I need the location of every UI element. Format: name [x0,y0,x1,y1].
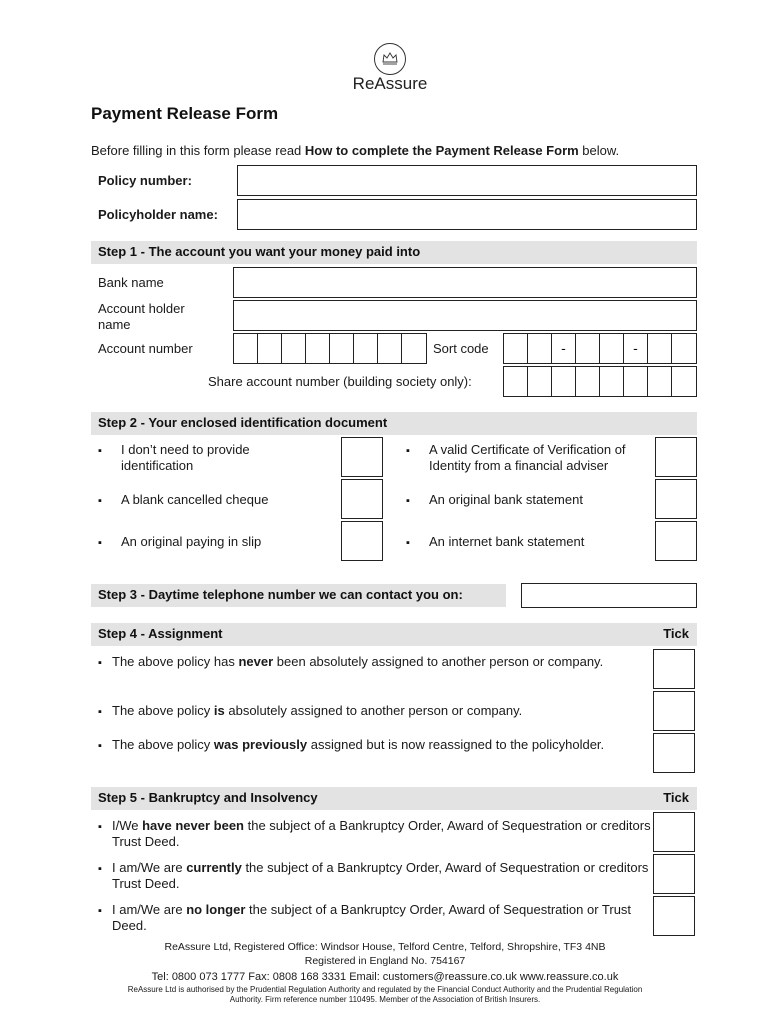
account-number-digit[interactable] [282,334,306,363]
intro-prefix: Before filling in this form please read [91,143,305,158]
bankruptcy-currently-checkbox[interactable] [653,854,695,894]
id-option-paying-in-slip-checkbox[interactable] [341,521,383,561]
sort-code-digit[interactable] [528,334,552,363]
sort-code-digit[interactable] [672,334,696,363]
step4-title: Step 4 - Assignment [98,626,223,641]
id-option-cheque: A blank cancelled cheque [121,492,269,507]
sort-code-input[interactable] [503,333,697,364]
share-account-digit[interactable] [648,367,672,396]
assignment-never-post: been absolutely assigned to another person or company. [273,654,604,669]
intro-text [91,143,619,159]
bankruptcy-no-longer-bold: no longer [186,902,246,917]
id-option-no-id-checkbox[interactable] [341,437,383,477]
policyholder-name-label: Policyholder name: [98,207,218,222]
assignment-never-bold: never [238,654,274,669]
assignment-is-checkbox[interactable] [653,691,695,731]
account-number-digit[interactable] [258,334,282,363]
sort-code-digit[interactable] [504,334,528,363]
policy-number-label: Policy number: [98,173,192,188]
id-option-certificate: A valid Certificate of Verification of Identity from a financial adviser [429,442,626,473]
bankruptcy-currently-post: the subject of a Bankruptcy Order, Award of Sequestration or creditors Trust Deed. [112,860,649,891]
step4-tick-label: Tick [663,626,689,641]
id-option-no-id: I don’t need to provide identification [121,442,250,473]
account-number-label: Account number [98,341,193,356]
bankruptcy-currently-bold: currently [186,860,242,875]
account-number-digit[interactable] [378,334,402,363]
share-account-digit[interactable] [600,367,624,396]
footer-registered-office: ReAssure Ltd, Registered Office: Windsor House, Telford Centre, Telford, Shropshire, TF3 4NB [164,941,606,953]
account-number-digit[interactable] [330,334,354,363]
sort-code-digit[interactable] [648,334,672,363]
bankruptcy-no-longer-post: the subject of a Bankruptcy Order, Award of Sequestration or Trust Deed. [112,902,632,933]
id-option-certificate-checkbox[interactable] [655,437,697,477]
bullet-icon: ▪ [98,706,102,718]
assignment-is-post: absolutely assigned to another person or company. [224,703,523,718]
footer-firm-reference: Authority. Firm reference number 110495. Member of the Association of British Insurers. [229,995,541,1004]
bullet-icon: ▪ [98,495,102,507]
assignment-is-pre: The above policy [112,703,214,718]
crown-crest-icon [373,42,407,76]
bankruptcy-never-checkbox[interactable] [653,812,695,852]
sort-code-label: Sort code [433,341,489,356]
step1-header [91,241,697,264]
share-account-digit[interactable] [576,367,600,396]
assignment-previously-bold: was previously [213,737,308,752]
assignment-previously [112,737,612,753]
id-option-paying-in-slip: An original paying in slip [121,534,262,549]
id-option-cheque-checkbox[interactable] [341,479,383,519]
page-title: Payment Release Form [91,104,279,123]
intro-bold: How to complete the Payment Release Form [304,143,579,158]
id-option-internet-statement: An internet bank statement [429,534,585,549]
account-number-digit[interactable] [402,334,426,363]
bankruptcy-never-pre: I/We [112,818,143,833]
footer-regulation: ReAssure Ltd is authorised by the Prudential Regulation Authority and regulated by the Financial Conduct Authority and the Prudential Regulation [127,985,643,994]
bullet-icon: ▪ [98,863,102,875]
step2-header [91,412,697,435]
share-account-digit[interactable] [672,367,696,396]
bankruptcy-no-longer [112,902,652,934]
footer-registration: Registered in England No. 754167 [304,955,466,967]
share-account-digit[interactable] [552,367,576,396]
bullet-icon: ▪ [98,740,102,752]
brand-name: ReAssure [352,74,428,93]
account-number-digit[interactable] [306,334,330,363]
bullet-icon: ▪ [98,657,102,669]
bankruptcy-never-post: the subject of a Bankruptcy Order, Award of Sequestration or creditors Trust Deed. [112,818,651,849]
assignment-is-bold: is [213,703,225,718]
assignment-previously-post: assigned but is now reassigned to the policyholder. [307,737,605,752]
assignment-never-checkbox[interactable] [653,649,695,689]
bankruptcy-no-longer-checkbox[interactable] [653,896,695,936]
bullet-icon: ▪ [98,905,102,917]
step1-title: Step 1 - The account you want your money paid into [98,244,421,259]
bullet-icon: ▪ [406,445,410,457]
policy-number-input[interactable] [237,165,697,196]
bullet-icon: ▪ [98,445,102,457]
sort-code-separator: - [624,334,648,363]
bullet-icon: ▪ [406,495,410,507]
id-option-bank-statement-checkbox[interactable] [655,479,697,519]
bankruptcy-currently [112,860,652,892]
id-option-bank-statement: An original bank statement [429,492,583,507]
share-account-input[interactable] [503,366,697,397]
telephone-input[interactable] [521,583,697,608]
bullet-icon: ▪ [98,537,102,549]
assignment-is [112,703,612,719]
step5-title: Step 5 - Bankruptcy and Insolvency [98,790,318,805]
assignment-never [112,654,612,670]
bankruptcy-no-longer-pre: I am/We are [112,902,187,917]
step3-header [91,584,506,607]
sort-code-digit[interactable] [600,334,624,363]
step4-header [91,623,697,646]
step5-header [91,787,697,810]
sort-code-digit[interactable] [576,334,600,363]
policyholder-name-input[interactable] [237,199,697,230]
assignment-previously-pre: The above policy [112,737,214,752]
bullet-icon: ▪ [98,821,102,833]
step5-tick-label: Tick [663,790,689,805]
bankruptcy-never-bold: have never been [142,818,244,833]
account-number-digit[interactable] [234,334,258,363]
step2-title: Step 2 - Your enclosed identification document [98,415,388,430]
sort-code-separator: - [552,334,576,363]
brand-logo [0,40,770,95]
account-number-digit[interactable] [354,334,378,363]
footer-contact: Tel: 0800 073 1777 Fax: 0808 168 3331 Email: customers@reassure.co.uk www.reassure.co.uk [151,971,619,983]
assignment-never-pre: The above policy has [112,654,239,669]
account-holder-input[interactable] [233,300,697,331]
bankruptcy-currently-pre: I am/We are [112,860,187,875]
assignment-previously-checkbox[interactable] [653,733,695,773]
account-holder-label: Account holder name [98,301,185,332]
bullet-icon: ▪ [406,537,410,549]
share-account-label: Share account number (building society only): [208,374,472,389]
intro-suffix: below. [578,143,620,158]
share-account-digit[interactable] [624,367,648,396]
bank-name-input[interactable] [233,267,697,298]
account-number-input[interactable] [233,333,427,364]
share-account-digit[interactable] [504,367,528,396]
bankruptcy-never [112,818,652,850]
bank-name-label: Bank name [98,275,164,290]
step3-title: Step 3 - Daytime telephone number we can contact you on: [98,587,463,602]
share-account-digit[interactable] [528,367,552,396]
id-option-internet-statement-checkbox[interactable] [655,521,697,561]
